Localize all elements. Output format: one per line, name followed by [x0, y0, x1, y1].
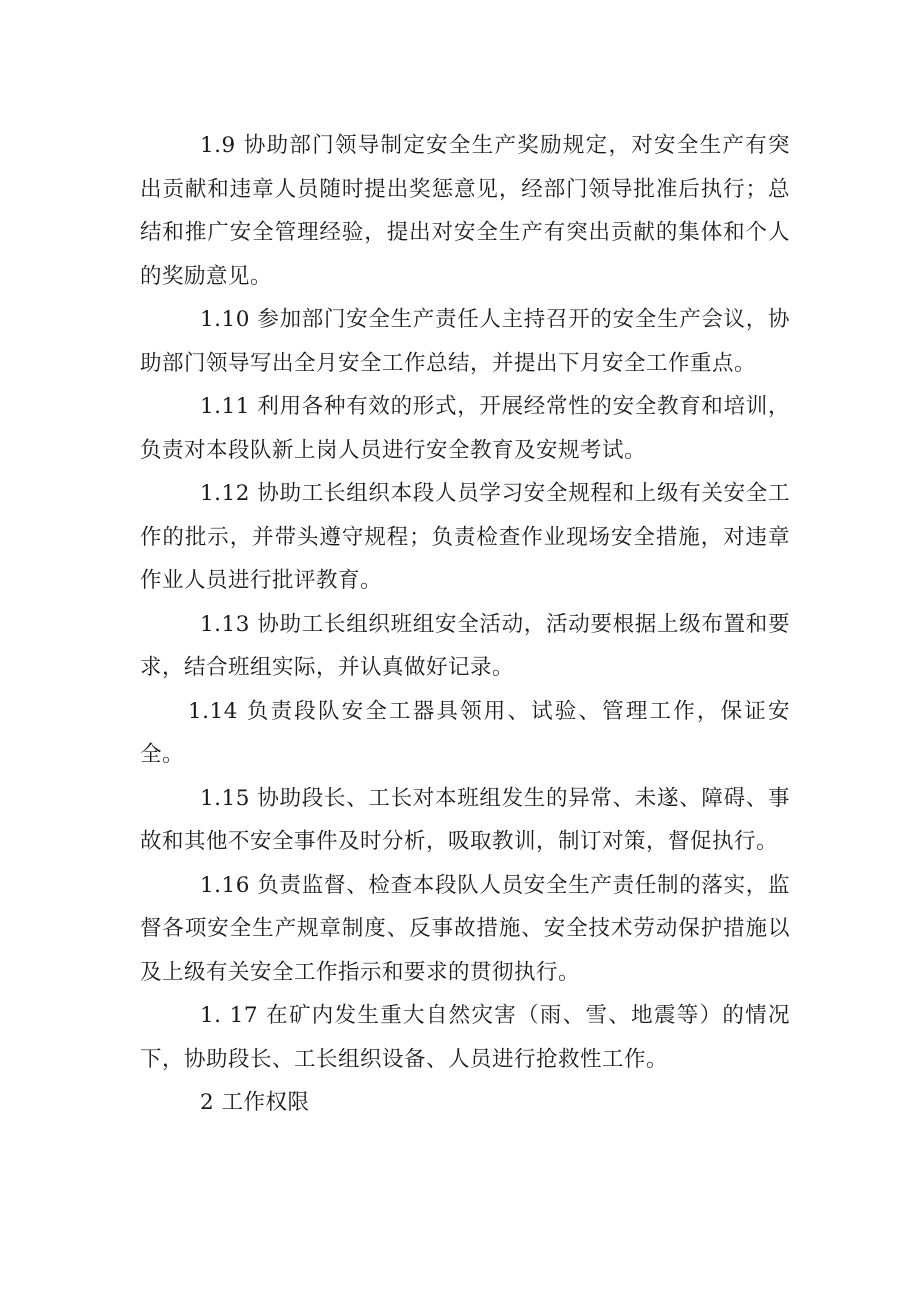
paragraph-1-11: 1.11 利用各种有效的形式，开展经常性的安全教育和培训，负责对本段队新上岗人员进行安全教育及安规考试。 — [140, 394, 790, 463]
paragraph-1-15: 1.15 协助段长、工长对本班组发生的异常、未遂、障碍、事故和其他不安全事件及时分析，吸取教训，制订对策，督促执行。 — [140, 785, 790, 854]
paragraph-1-16: 1.16 负责监督、检查本段队人员安全生产责任制的落实，监督各项安全生产规章制度、反事故措施、安全技术劳动保护措施以及上级有关安全工作指示和要求的贯彻执行。 — [140, 872, 790, 985]
paragraph-1-17: 1. 17 在矿内发生重大自然灾害（雨、雪、地震等）的情况下，协助段长、工长组织设备、人员进行抢救性工作。 — [140, 1003, 790, 1072]
paragraph-1-12: 1.12 协助工长组织本段人员学习安全规程和上级有关安全工作的批示，并带头遵守规程；负责检查作业现场安全措施，对违章作业人员进行批评教育。 — [140, 481, 790, 593]
document-body — [140, 124, 790, 1125]
paragraph-1-10: 1.10 参加部门安全生产责任人主持召开的安全生产会议，协助部门领导写出全月安全工作总结，并提出下月安全工作重点。 — [140, 307, 790, 376]
paragraph-1-9: 1.9 协助部门领导制定安全生产奖励规定，对安全生产有突出贡献和违章人员随时提出奖惩意见，经部门领导批准后执行；总结和推广安全管理经验，提出对安全生产有突出贡献的集体和个人的奖励意见。 — [140, 133, 790, 289]
section-heading: 2 工作权限 — [200, 1090, 310, 1115]
paragraph-1-13: 1.13 协助工长组织班组安全活动，活动要根据上级布置和要求，结合班组实际，并认真做好记录。 — [140, 611, 790, 680]
paragraph-1-14: 1.14 负责段队安全工器具领用、试验、管理工作，保证安全。 — [140, 698, 790, 767]
